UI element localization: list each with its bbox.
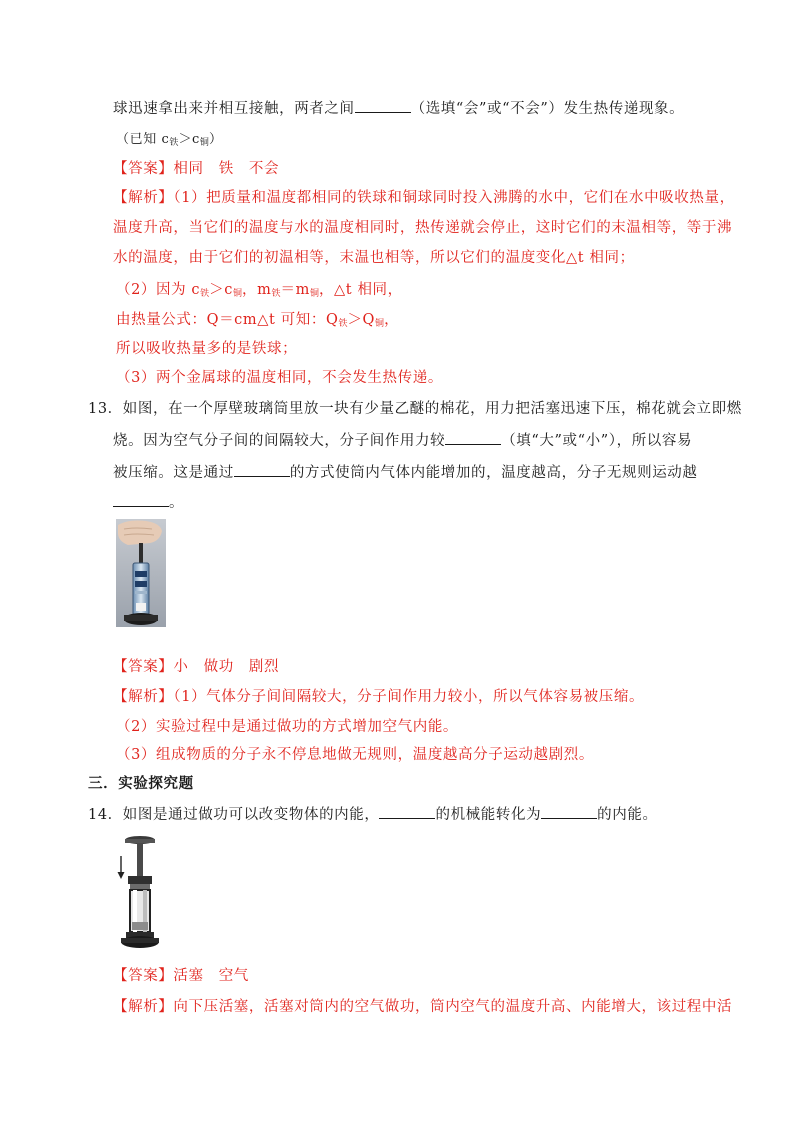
q12-line1-text-after: （选填“会”或“不会”）发生热传递现象。 (410, 101, 685, 117)
answer-blank (113, 492, 169, 507)
compression-tube-photo (116, 519, 166, 627)
q13-analysis-2: （2）实验过程中是通过做功的方式增加空气内能。 (116, 719, 459, 735)
q12-analysis-6: 所以吸收热量多的是铁球； (116, 341, 298, 357)
q12-analysis-5: 由热量公式：Q＝cm△t 可知：$Q_铁>Q_铜$， (116, 312, 400, 329)
q13-line-4: 。 (113, 492, 184, 513)
q13-line-3: 被压缩。这是通过 的方式使筒内气体内能增加的，温度越高，分子无规则运动越 (113, 462, 698, 483)
compression-tube-illustration (116, 519, 166, 627)
air-piston-apparatus-diagram (116, 834, 162, 950)
q12-line-2: （已知 $c_铁>c_铜$） (116, 132, 223, 148)
answer-text: 小 做功 剧烈 (173, 659, 280, 675)
q12-answer (113, 159, 279, 179)
q13-analysis-1: 【解析】（1）气体分子间间隔较大，分子间作用力较小，所以气体容易被压缩。 (113, 689, 645, 705)
q12-analysis-2: 温度升高，当它们的温度与水的温度相同时，热传递就会停止，这时它们的末温相等，等于沸 (113, 220, 733, 236)
q12-analysis-3: 水的温度，由于它们的初温相等，末温也相等，所以它们的温度变化△t 相同； (113, 250, 635, 266)
section-heading: 三．实验探究题 (88, 775, 194, 792)
answer-blank (234, 462, 290, 477)
answer-tag: 【答案】 (113, 161, 174, 177)
q12-analysis-4: （2）因为 $c_铁>c_铜$，$m_铁=m_铜$，△t 相同， (116, 282, 403, 299)
answer-blank (445, 430, 501, 445)
q13-line-2: 烧。因为空气分子间的间隔较大，分子间作用力较 （填“大”或“小”），所以容易 (113, 430, 692, 451)
answer-blank (355, 98, 411, 113)
question-number: 14． (88, 807, 123, 823)
analysis-tag: 【解析】 (113, 999, 174, 1015)
q13-analysis-3: （3）组成物质的分子永不停息地做无规则，温度越高分子运动越剧烈。 (116, 747, 594, 763)
answer-tag: 【答案】 (113, 659, 174, 675)
q14-answer (113, 966, 249, 986)
answer-text: 相同 铁 不会 (173, 161, 280, 177)
question-number: 13． (88, 401, 123, 417)
q12-analysis-1: 【解析】（1）把质量和温度都相同的铁球和铜球同时投入沸腾的水中，它们在水中吸收热量， (113, 190, 735, 206)
q12-analysis-7: （3）两个金属球的温度相同，不会发生热传递。 (116, 370, 443, 386)
analysis-tag: 【解析】 (113, 689, 174, 705)
q13-answer (113, 657, 279, 677)
q14-line-1: 14．如图是通过做功可以改变物体的内能， 的机械能转化为 的内能。 (88, 804, 658, 825)
analysis-tag: 【解析】 (113, 190, 174, 206)
answer-tag: 【答案】 (113, 968, 174, 984)
answer-text: 活塞 空气 (173, 968, 249, 984)
q13-line-1: 13．如图，在一个厚壁玻璃筒里放一块有少量乙醚的棉花，用力把活塞迅速下压，棉花就会立即燃 (88, 401, 742, 417)
q14-analysis-1: 【解析】向下压活塞，活塞对筒内的空气做功，筒内空气的温度升高、内能增大，该过程中活 (113, 999, 733, 1015)
q12-line-1 (113, 98, 684, 119)
answer-blank (379, 804, 435, 819)
q12-line1-text: 球迅速拿出来并相互接触，两者之间 (113, 101, 355, 117)
air-piston-illustration (116, 834, 162, 950)
answer-blank (541, 804, 597, 819)
